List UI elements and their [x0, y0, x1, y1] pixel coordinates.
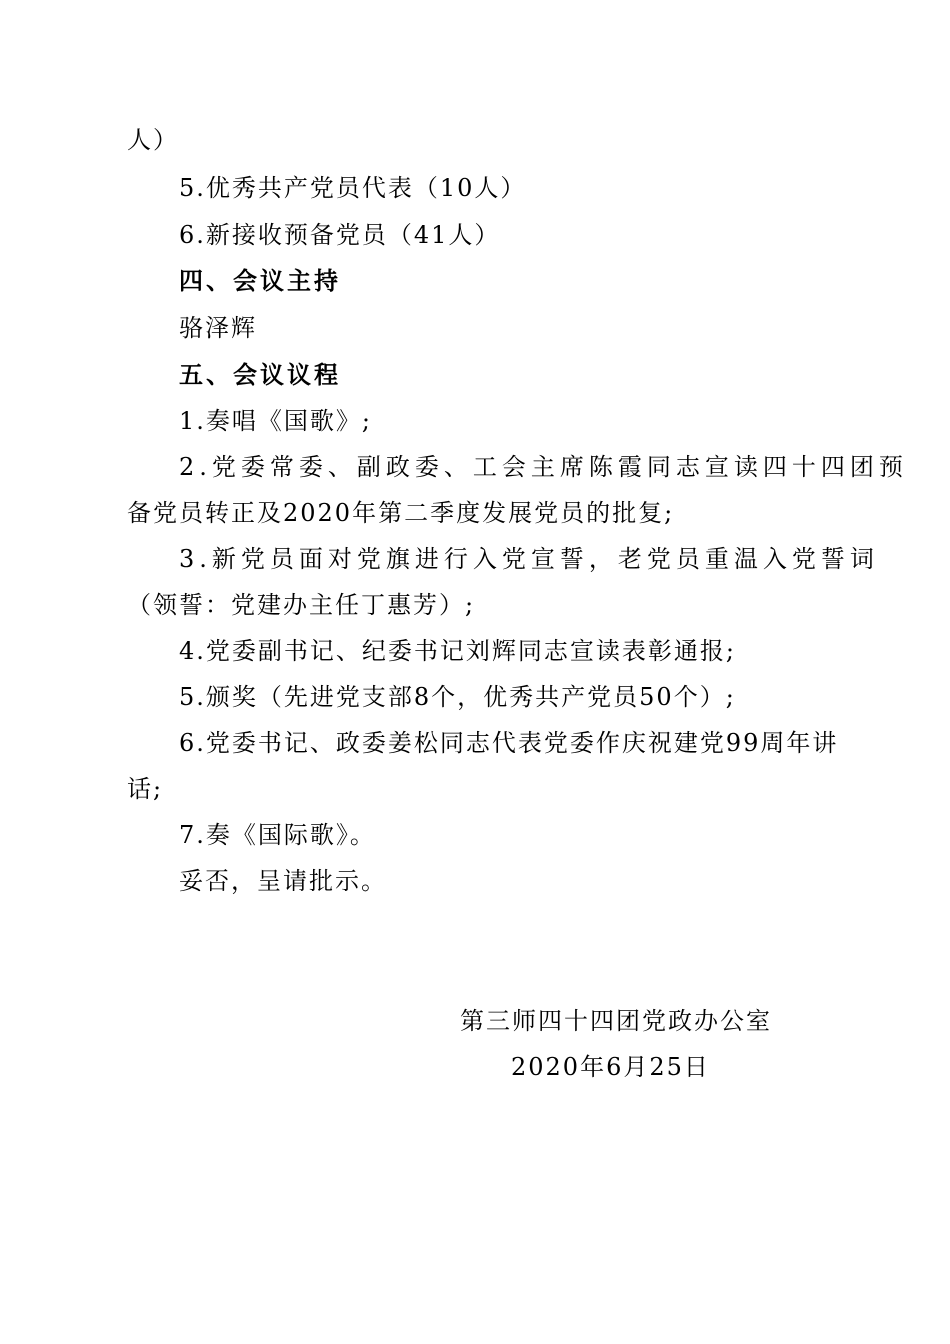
signature-date: 2020年6月25日 — [511, 1053, 710, 1081]
agenda-item: 2.党委常委、副政委、工会主席陈霞同志宣读四十四团预 — [179, 453, 908, 481]
agenda-item-continuation: 备党员转正及2020年第二季度发展党员的批复; — [127, 499, 675, 527]
agenda-item: 6.党委书记、政委姜松同志代表党委作庆祝建党99周年讲 — [179, 729, 839, 757]
agenda-item: 4.党委副书记、纪委书记刘辉同志宣读表彰通报; — [179, 637, 736, 665]
agenda-item-continuation: （领誓：党建办主任丁惠芳）; — [127, 591, 476, 619]
continuation-text: 人） — [127, 126, 179, 154]
agenda-item-continuation: 话; — [127, 775, 164, 803]
closing-text: 妥否，呈请批示。 — [179, 867, 387, 895]
signature-org: 第三师四十四团党政办公室 — [460, 1007, 772, 1035]
attendee-item: 6.新接收预备党员（41人） — [179, 221, 501, 249]
agenda-item: 7.奏《国际歌》。 — [179, 821, 376, 849]
agenda-item: 5.颁奖（先进党支部8个，优秀共产党员50个）; — [179, 683, 736, 711]
host-name: 骆泽辉 — [179, 314, 257, 342]
agenda-item: 1.奏唱《国歌》; — [179, 407, 372, 435]
agenda-item: 3.新党员面对党旗进行入党宣誓，老党员重温入党誓词 — [179, 545, 879, 573]
attendee-item: 5.优秀共产党员代表（10人） — [179, 174, 527, 202]
section-heading: 五、会议议程 — [179, 361, 341, 389]
section-heading: 四、会议主持 — [179, 267, 341, 295]
